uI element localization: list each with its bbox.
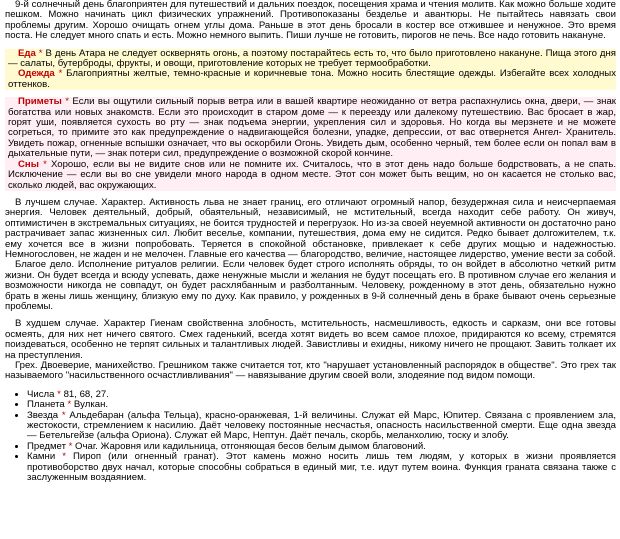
omens-text: Если вы ощутили сильный порыв ветра или в вашей квартире неожиданно от ветра распахнулись окна, двери, — знак богатства или новых знакомств. Если это происходит в старом доме — к переезду или далекому путешествию. Вас бросает в жар, горят уши, появляется сухость во рту — знак подъема энергии, укрепления сил и здоровья. Но когда вы мерзнете и не можете согреться, то примите это как предупреждение о надвигающейся болезни, упадке, депрессии, от вас отвернется Ангел- Хранитель. Увидеть пожар, огненные вспышки означает, что вы оскорбили Огонь. Увидеть дым, особенно черный, тем более если он попал вам в дыхательные пути, — знак потери сил, предупреждение о возможной скорой кончине. (8, 96, 616, 160)
attributes-list (5, 390, 616, 484)
list-item: • Планета * Вулкан. (27, 400, 616, 410)
list-item: • Звезда * Альдебаран (альфа Тельца), красно-оранжевая, 1-й величины. Служат ей Марс, Юпитер. Связана с проявлением зла, жестокости, стремлением к насилию. Даёт человеку постоянные несчастья, опасность насильственной смерти. Еще одна звезда — Бетельгейзе (альфа Ориона). Служат ей Марс, Нептун. Даёт печаль, скорбь, меланхолию, тоску и злобу. (27, 411, 616, 442)
list-item: • Камни * Пироп (или огненный гранат). Этот камень можно носить лишь тем людям, у которых в жизни проявляется противоборство двух начал, которые способны собраться в единый миг, т.е. идут путем воина. Функция граната связана также с заслуженным воздаянием. (27, 452, 616, 483)
clothing-section (8, 69, 616, 90)
asterisk-icon: * (43, 158, 47, 170)
worst-case-paragraph: В худшем случае. Характер Гиенам свойственна злобность, мстительность, насмешливость, едкость и сарказм, они все готовы осмеять, для них нет ничего святого. Смех гаденький, всегда хотят видеть во всем самое плохое, придираются ко всему, стремятся поиздеваться, особенно не терпят сильных и талантливых людей. Завистливы и ехидны, никому ничего не прощают. Завить толкает их на преступления. (5, 318, 616, 361)
dreams-section (8, 160, 616, 191)
dreams-text: Хорошо, если вы не видите снов или не помните их. Считалось, что в этот день надо больше бодрствовать, а не спать. Исключение — если вы во сне увидели много народа в одном месте. Этот сон может быть вещим, но он касается не столько вас, сколько людей, вас окружающих. (8, 158, 616, 191)
asterisk-icon: * (38, 47, 43, 59)
omens-dreams-block (5, 97, 616, 191)
highlight-block (5, 49, 616, 91)
list-item: • Предмет * Очаг. Жаровня или кадильница, отгоняющая бесов белым дымом благовоний. (27, 442, 616, 452)
food-label: Еда (18, 47, 36, 59)
dreams-label: Сны (18, 158, 39, 170)
omens-label: Приметы (18, 96, 62, 108)
intro-paragraph: 9-й солнечный день благоприятен для путешествий и дальних поездок, посещения храма и чтения молитв. Как можно больше ходите пешком. Можно начинать цикл физических упражнений. Противопоказаны безделье и авантюры. Не пытайтесь навязать свои проблемы другим. Хорошо очищать огнем углы дома. Раньше в этот день бросали в костер все отжившее и ненужное. Это время поста. Не следует много спать и есть. Можно немного выпить. Пиши лучше не готовить, пирогов не печь. Все надо готовить накануне. (5, 0, 616, 42)
food-text: В день Атара не следует осквернять огонь, а поэтому постарайтесь есть то, что было приготовлено накануне. Пища этого дня — салаты, бутерброды, фрукты, и овощи, приготовление которых не требует термообработки. (8, 47, 617, 70)
list-item: • Числа * 81, 68, 27. (27, 390, 616, 400)
sin-paragraph: Грех. Двоеверие, манихейство. Грешником также считается тот, кто "нарушает установленный распорядок в обществе". Это грех так называемого "насильственного осчастливливания" — навязывание другим своей воли, злодеяние под видом помощи. (5, 360, 616, 382)
clothing-label: Одежда (18, 68, 55, 80)
omens-section (8, 97, 616, 159)
clothing-text: Благоприятны желтые, темно-красные и коричневые тона. Можно носить блестящие одежды. Избегайте всех холодных оттенков. (8, 68, 617, 90)
ritual-paragraph: Благое дело. Исполнение ритуалов религии. Если человек будет строго исполнять обряды, то он войдет в абсолютно четкий ритм жизни. Он будет всегда и всюду успевать, даже ненужные мысли и желания не будут посещать его. В противном случае его желания и возможности никогда не совпадут, он будет расхлябанным и разболтанным. Человеку, рожденному в этот день, обязательно нужно брать в жены лишь женщину, близкую ему по духу. Как правило, у рожденных в 9-й солнечный день в браке бывают очень серьезные проблемы. (5, 259, 616, 312)
asterisk-icon: * (65, 96, 69, 108)
food-section (8, 49, 616, 70)
best-case-paragraph: В лучшем случае. Характер. Активность льва не знает границ, его отличают огромный напор, безудержная сила и неисчерпаемая энергия. Человек деятельный, добрый, обаятельный, независимый, не мстительный, всегда находит себе работу. Он живуч, оптимистичен в экстремальных ситуациях, не боится трудностей и перегрузок. Но из-за своей неуемной активности он достаточно рано растрачивает запас жизненных сил. Любит веселье, компании, путешествия, дома ему не сидится. Редко бывает долгожителем, т.к. ему хочется все в жизни попробовать. Теряется в спокойной обстановке, привлекает к себе других мощью и надежностью. Немногословен, не жаден и не мелочен. Главные его качества — благородство, величие, настоящее лидерство, умение вести за собой. (5, 196, 616, 260)
asterisk-icon: * (58, 68, 63, 80)
